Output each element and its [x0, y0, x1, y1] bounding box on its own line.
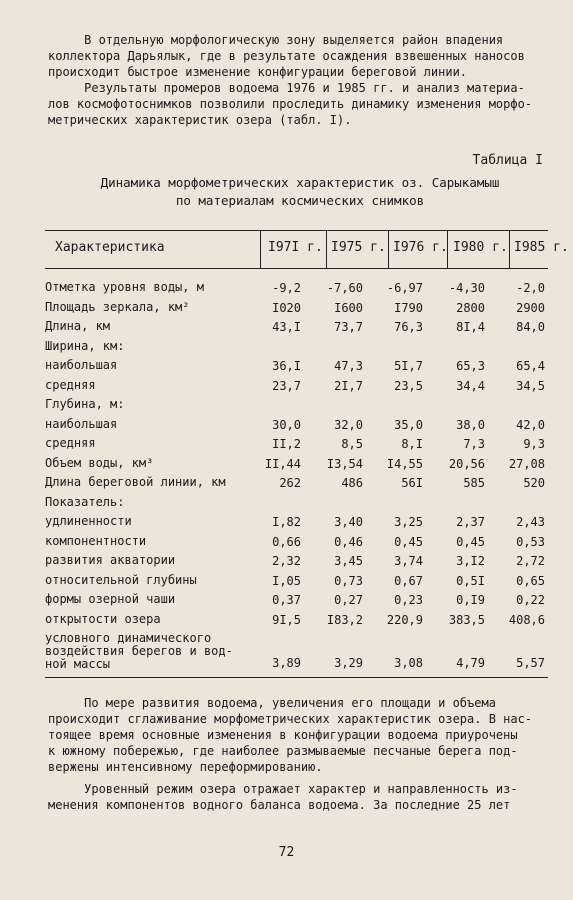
table-row: [45, 359, 548, 379]
table-row: [45, 476, 548, 496]
row-value: 0,67: [394, 573, 423, 588]
row-label: Длина, км: [45, 319, 111, 333]
row-label: компонентности: [45, 533, 147, 548]
header-1985: I985 г.: [514, 240, 569, 255]
outro-paragraph: [48, 695, 538, 813]
row-label: Глубина, м:: [45, 397, 125, 411]
table-row: [45, 398, 548, 418]
outro-line: происходит сглаживание морфометрических характеристик озера. В нас-: [48, 712, 533, 726]
table-row: [45, 515, 548, 535]
row-value: 0,45: [456, 534, 485, 549]
row-value: 3,74: [394, 554, 423, 568]
page-number: 72: [278, 845, 295, 860]
table-row: [45, 613, 548, 633]
table-row: [45, 281, 548, 301]
row-value: 0,22: [516, 593, 545, 607]
row-label: развития акватории: [45, 553, 176, 567]
row-value: 34,5: [516, 378, 545, 393]
row-label: Длина береговой линии, км: [45, 475, 226, 489]
row-value: I,82: [272, 515, 301, 529]
row-value: 2,37: [456, 515, 485, 529]
row-value: 0,73: [334, 573, 363, 588]
table-header-rule: [45, 268, 548, 269]
table-row: [45, 301, 548, 321]
row-value: 7,3: [463, 437, 485, 451]
row-value: 0,23: [394, 593, 423, 607]
intro-line: метрических характеристик озера (табл. I).: [48, 113, 352, 127]
row-value: 2,72: [516, 554, 545, 568]
table-top-rule: [45, 230, 548, 231]
row-value: 2I,7: [334, 378, 363, 393]
row-value: 32,0: [334, 417, 363, 432]
row-value: 3,25: [394, 515, 423, 529]
row-label: наибольшая: [45, 416, 118, 431]
row-value: 8,I: [401, 437, 423, 451]
row-value: 0,45: [394, 534, 423, 549]
caption-line: Динамика морфометрических характеристик оз. Сарыкамыш: [100, 175, 500, 190]
row-label: Показатель:: [45, 494, 125, 509]
intro-line: Результаты промеров водоема 1976 и 1985 гг. и анализ материа-: [48, 81, 525, 95]
table-row: [45, 632, 548, 672]
row-label: формы озерной чаши: [45, 592, 176, 606]
row-value: -4,30: [448, 281, 485, 295]
caption-line: по материалам космических снимков: [175, 193, 425, 208]
row-value: 42,0: [516, 417, 545, 432]
row-value: I600: [334, 300, 363, 315]
row-value: 2800: [456, 300, 485, 315]
row-label: удлиненности: [45, 514, 132, 528]
table-row: [45, 418, 548, 438]
header-1975: I975 г.: [331, 240, 386, 255]
header-1980: I980 г.: [453, 240, 508, 255]
row-value: 35,0: [394, 417, 423, 432]
header-characteristic: Характеристика: [55, 240, 165, 255]
row-value: 23,7: [272, 378, 301, 393]
row-value: 56I: [401, 476, 423, 490]
row-value: 0,65: [516, 573, 545, 588]
row-value: 20,56: [448, 456, 485, 471]
row-label: наибольшая: [45, 358, 118, 372]
row-value: -2,0: [516, 281, 545, 295]
row-value: I3,54: [326, 456, 363, 471]
row-label: Объем воды, км³: [45, 455, 154, 470]
row-value: 36,I: [272, 359, 301, 373]
intro-line: В отдельную морфологическую зону выделяется район впадения: [48, 33, 504, 47]
outro-line: к южному побережью, где наиболее размываемые песчаные берега под-: [48, 744, 518, 758]
table-row: [45, 320, 548, 340]
row-value: 585: [463, 476, 485, 490]
row-value: 262: [279, 476, 301, 490]
row-value: 84,0: [516, 320, 545, 334]
table-bottom-rule: [45, 677, 548, 678]
row-value: I,05: [272, 573, 301, 588]
outro-line: вержены интенсивному переформированию.: [48, 760, 323, 774]
row-label: средняя: [45, 436, 96, 450]
row-label: условного динамического воздействия берегов и вод- ной массы: [45, 631, 233, 671]
header-1976: I976 г.: [393, 240, 448, 255]
table-row: [45, 457, 548, 477]
row-label: Ширина, км:: [45, 338, 125, 353]
row-label: открытости озера: [45, 611, 161, 626]
row-value: -6,97: [386, 281, 423, 295]
table-caption: [60, 174, 540, 210]
row-value: 3,I2: [456, 554, 485, 568]
row-value: 9,3: [523, 437, 545, 451]
row-value: 76,3: [394, 320, 423, 334]
row-value: II,44: [264, 456, 301, 471]
table-row: [45, 340, 548, 360]
row-value: 5I,7: [394, 359, 423, 373]
row-value: 4,79: [456, 656, 485, 670]
row-label: средняя: [45, 377, 96, 392]
row-value: 27,08: [508, 456, 545, 471]
row-value: II,2: [272, 437, 301, 451]
column-divider: [326, 230, 327, 268]
row-value: 3,08: [394, 656, 423, 670]
row-value: 0,37: [272, 593, 301, 607]
row-value: 73,7: [334, 320, 363, 334]
table-number: Таблица I: [472, 153, 543, 168]
row-value: 65,4: [516, 359, 545, 373]
row-label: Отметка уровня воды, м: [45, 280, 204, 294]
outro-line: менения компонентов водного баланса водоема. За последние 25 лет: [48, 798, 511, 812]
table-body: [45, 281, 548, 672]
row-label: Площадь зеркала, км²: [45, 299, 190, 314]
row-value: -7,60: [326, 281, 363, 295]
column-divider: [388, 230, 389, 268]
row-value: 30,0: [272, 417, 301, 432]
row-value: I4,55: [386, 456, 423, 471]
table-row: [45, 379, 548, 399]
row-value: 47,3: [334, 359, 363, 373]
intro-line: происходит быстрое изменение конфигурации береговой линии.: [48, 65, 468, 79]
row-value: 220,9: [386, 612, 423, 627]
column-divider: [260, 230, 261, 268]
row-value: I83,2: [326, 612, 363, 627]
intro-line: коллектора Дарьялык, где в результате осаждения взвешенных наносов: [48, 49, 525, 63]
intro-paragraph: [48, 32, 538, 128]
row-value: 2900: [516, 300, 545, 315]
row-value: I790: [394, 300, 423, 315]
row-value: I020: [272, 300, 301, 315]
row-value: 9I,5: [272, 612, 301, 627]
table-row: [45, 437, 548, 457]
row-value: 3,45: [334, 554, 363, 568]
row-value: 486: [341, 476, 363, 490]
row-value: 0,27: [334, 593, 363, 607]
table-row: [45, 574, 548, 594]
header-1971: I97I г.: [268, 240, 323, 255]
row-value: 38,0: [456, 417, 485, 432]
row-value: 8,5: [341, 437, 363, 451]
row-value: 3,89: [272, 656, 301, 670]
row-value: -9,2: [272, 281, 301, 295]
table-row: [45, 554, 548, 574]
table-row: [45, 496, 548, 516]
intro-line: лов космофотоснимков позволили проследить динамику изменения морфо-: [48, 97, 533, 111]
row-value: 23,5: [394, 378, 423, 393]
column-divider: [509, 230, 510, 268]
row-value: 520: [523, 476, 545, 490]
row-value: 0,5I: [456, 573, 485, 588]
row-value: 0,46: [334, 534, 363, 549]
outro-line: Уровенный режим озера отражает характер и направленность из-: [48, 782, 518, 796]
row-value: 0,53: [516, 534, 545, 549]
row-value: 3,40: [334, 515, 363, 529]
row-value: 34,4: [456, 378, 485, 393]
row-value: 43,I: [272, 320, 301, 334]
row-value: 0,I9: [456, 593, 485, 607]
row-label: относительной глубины: [45, 572, 197, 587]
row-value: 0,66: [272, 534, 301, 549]
row-value: 8I,4: [456, 320, 485, 334]
table-row: [45, 593, 548, 613]
outro-line: тоящее время основные изменения в конфигурации водоема приурочены: [48, 728, 518, 742]
table-row: [45, 535, 548, 555]
row-value: 408,6: [508, 612, 545, 627]
row-value: 5,57: [516, 656, 545, 670]
row-value: 2,43: [516, 515, 545, 529]
row-value: 3,29: [334, 656, 363, 670]
outro-line: По мере развития водоема, увеличения его площади и объема: [48, 696, 496, 710]
row-value: 65,3: [456, 359, 485, 373]
row-value: 2,32: [272, 554, 301, 568]
row-value: 383,5: [448, 612, 485, 627]
